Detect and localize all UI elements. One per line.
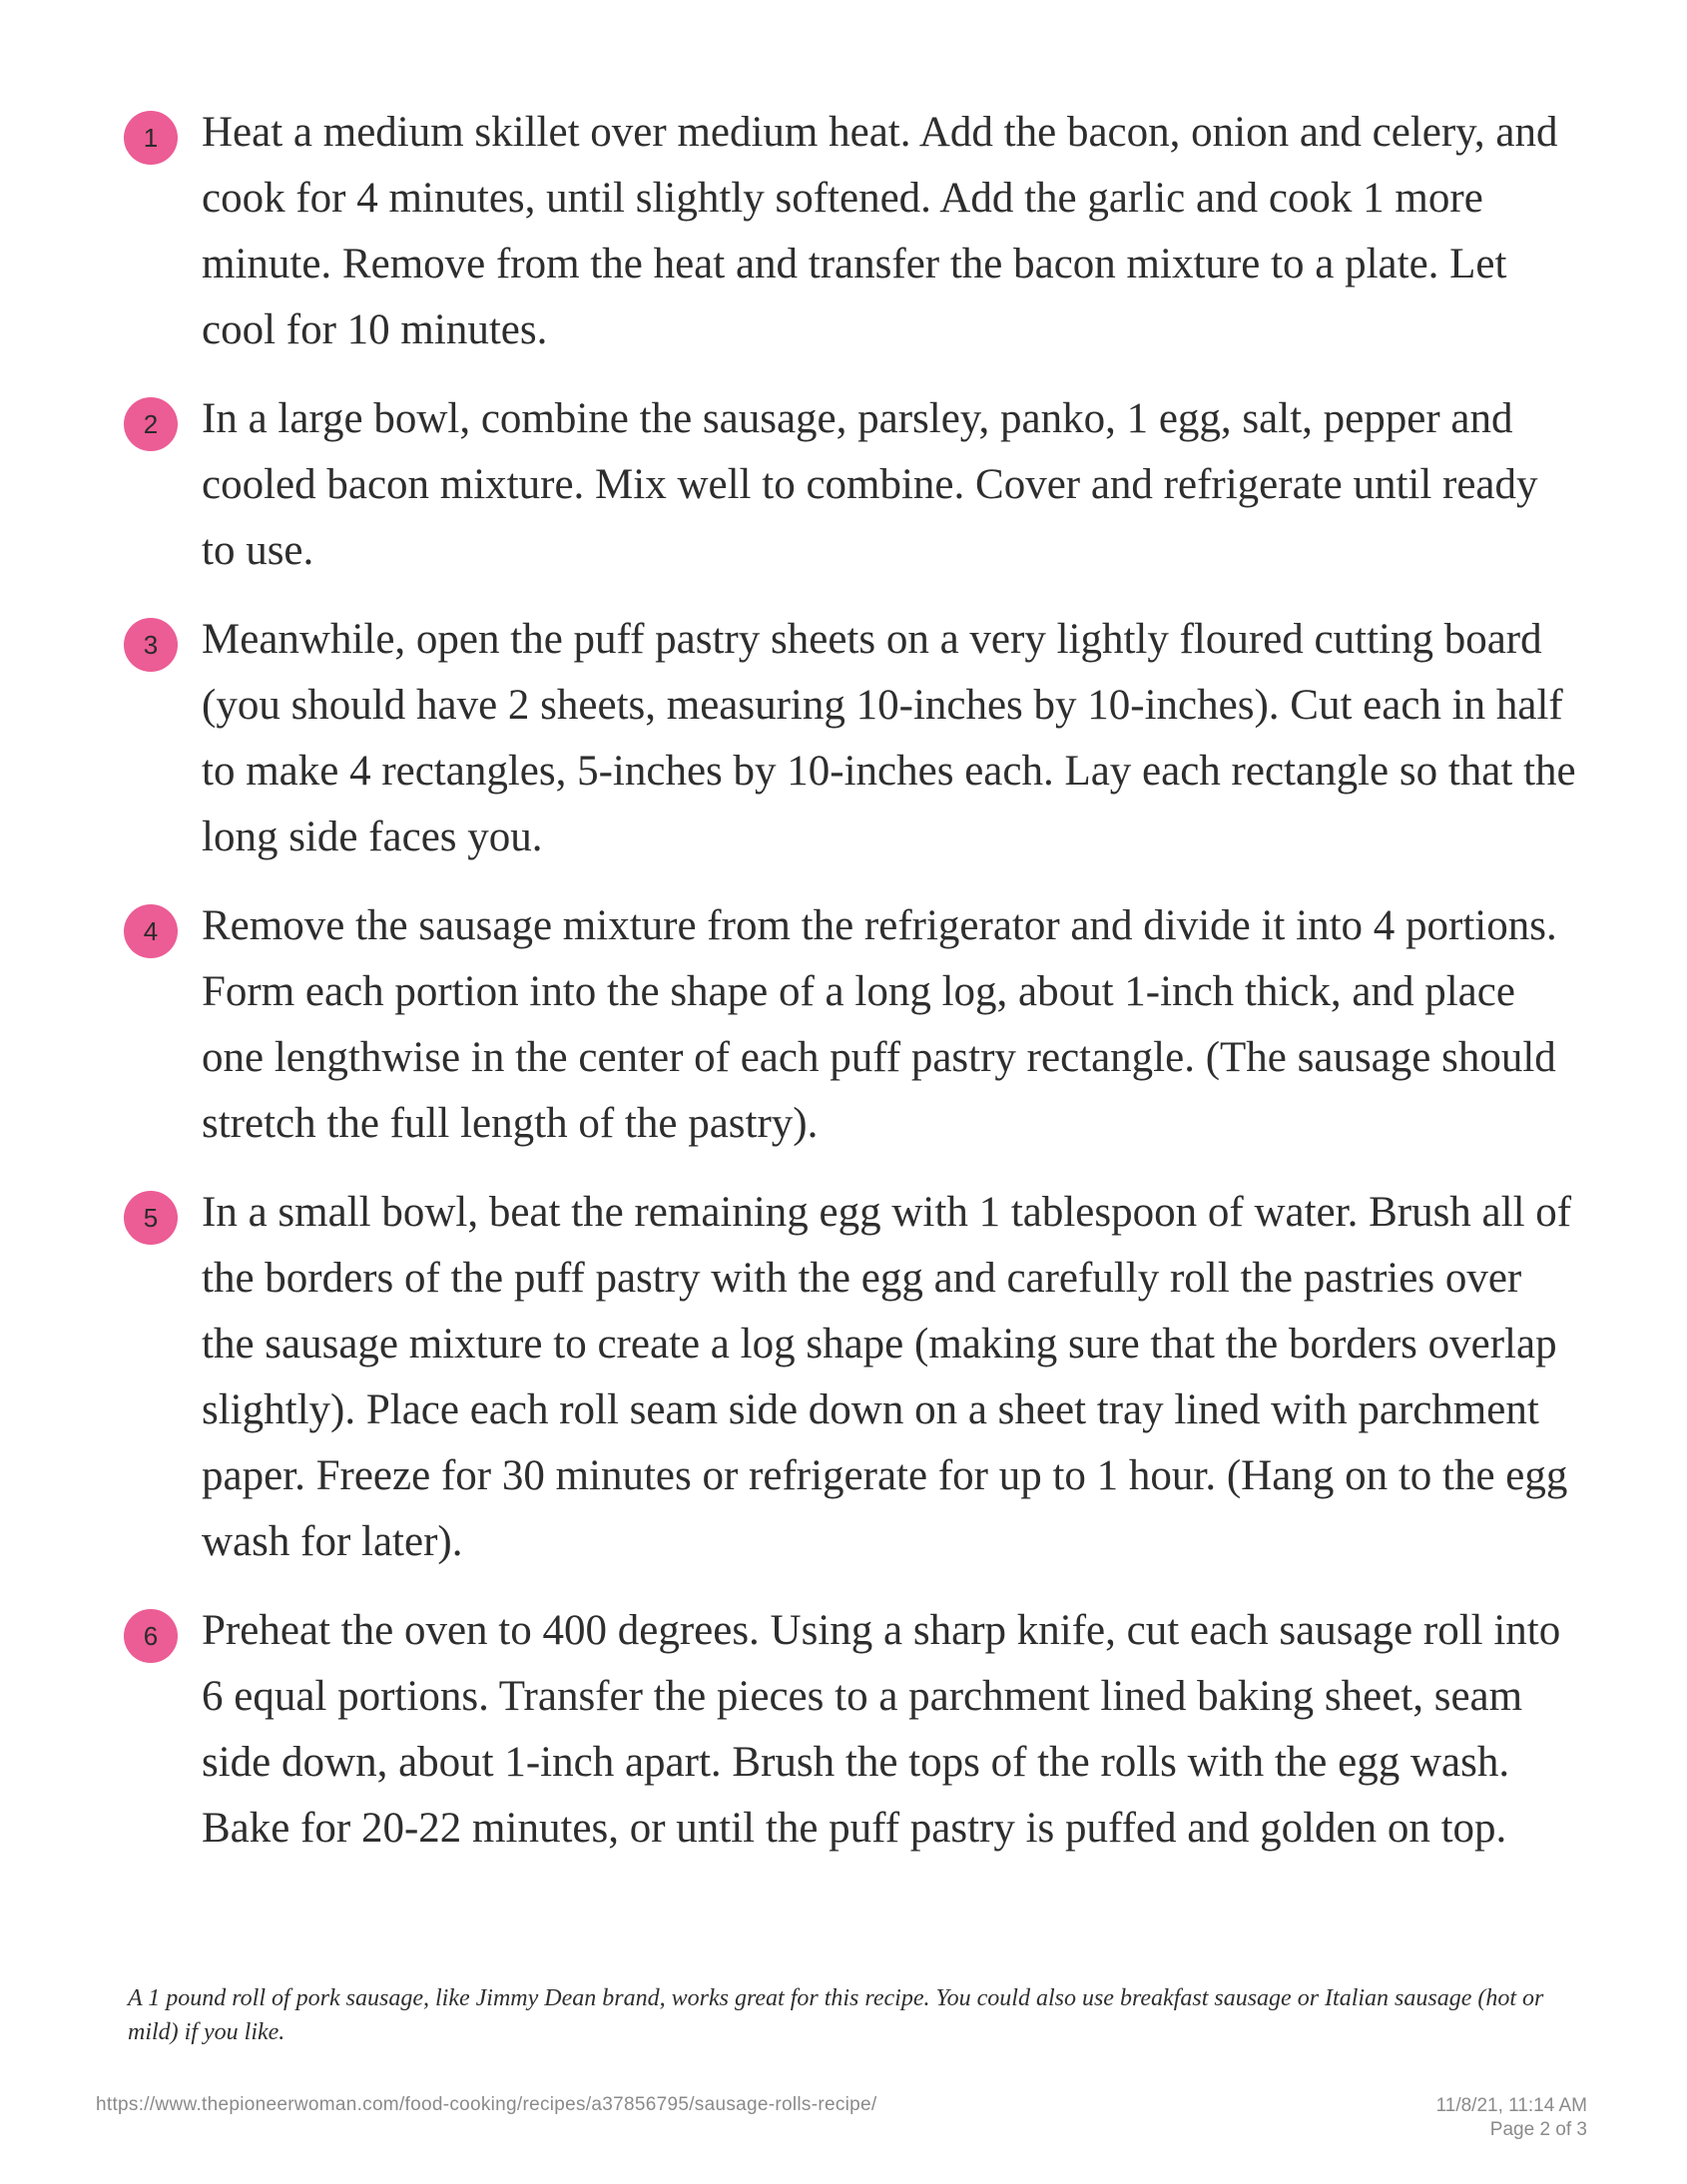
footer-datetime: 11/8/21, 11:14 AM [1435,2095,1587,2116]
step-text: Meanwhile, open the puff pastry sheets on a very lightly floured cutting board (you should have 2 sheets, measuring 10-inches by 10-inches). Cut each in half to make 4 rectangles, 5-inches by 10-inches each. Lay each rectangle so that the long side faces you. [202,616,1576,860]
step-6 [120,1598,1577,1862]
step-text: In a large bowl, combine the sausage, parsley, panko, 1 egg, salt, pepper and cooled bacon mixture. Mix well to combine. Cover and refrigerate until ready to use. [202,395,1538,574]
step-5 [120,1180,1577,1575]
footer-url[interactable]: https://www.thepioneerwoman.com/food-cooking/recipes/a37856795/sausage-rolls-recipe/ [96,2094,877,2115]
instruction-steps [120,100,1577,1885]
step-text: Preheat the oven to 400 degrees. Using a sharp knife, cut each sausage roll into 6 equal portions. Transfer the pieces to a parchment lined baking sheet, seam side down, about 1-inch apart. Brush the tops of the rolls with the egg wash. Bake for 20-22 minutes, or until the puff pastry is puffed and golden on top. [202,1607,1561,1852]
step-number-badge: 3 [124,618,178,672]
footer-page-number: Page 2 of 3 [1489,2119,1587,2140]
step-2 [120,386,1577,584]
step-number-badge: 6 [124,1609,178,1663]
step-text: Remove the sausage mixture from the refrigerator and divide it into 4 portions. Form each portion into the shape of a long log, about 1-inch thick, and place one lengthwise in the center of each puff pastry rectangle. (The sausage should stretch the full length of the pastry). [202,902,1557,1147]
step-text: Heat a medium skillet over medium heat. Add the bacon, onion and celery, and cook for 4 minutes, until slightly softened. Add the garlic and cook 1 more minute. Remove from the heat and transfer the bacon mixture to a plate. Let cool for 10 minutes. [202,109,1558,353]
step-4 [120,893,1577,1157]
recipe-note: A 1 pound roll of pork sausage, like Jimmy Dean brand, works great for this recipe. You could also use breakfast sausage or Italian sausage (hot or mild) if you like. [128,1985,1544,2045]
step-number-badge: 5 [124,1191,178,1245]
footer-meta [1436,2094,1587,2142]
step-text: In a small bowl, beat the remaining egg with 1 tablespoon of water. Brush all of the borders of the puff pastry with the egg and carefully roll the pastries over the sausage mixture to create a log shape (making sure that the borders overlap slightly). Place each roll seam side down on a sheet tray lined with parchment paper. Freeze for 30 minutes or refrigerate for up to 1 hour. (Hang on to the egg wash for later). [202,1189,1572,1565]
step-1 [120,100,1577,363]
step-number-badge: 1 [124,111,178,165]
step-number-badge: 2 [124,397,178,451]
step-number-badge: 4 [124,904,178,958]
step-3 [120,607,1577,870]
